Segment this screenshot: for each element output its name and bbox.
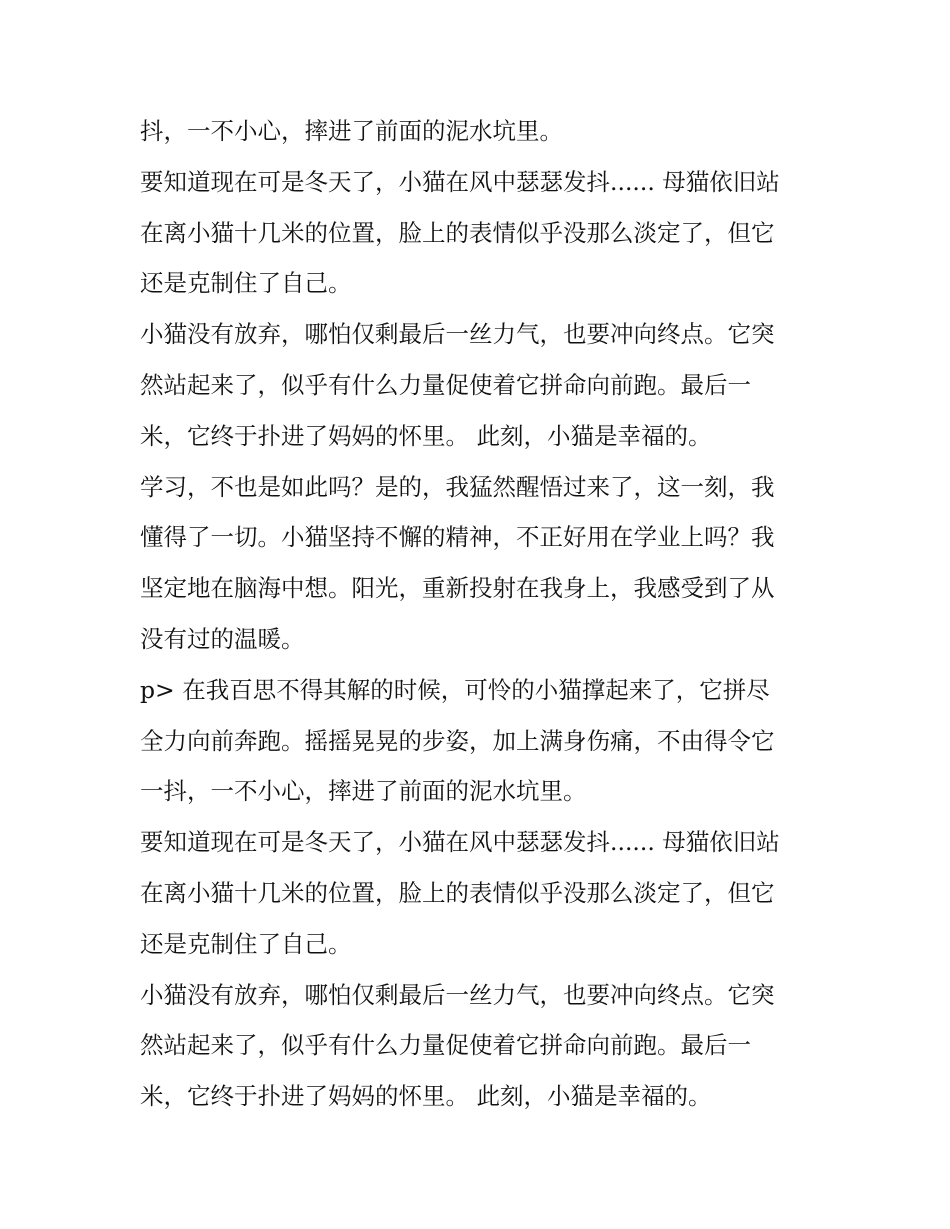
text-line: 没有过的温暖。	[140, 624, 305, 653]
text-line: 还是克制住了自己。	[140, 269, 352, 298]
text-line: 米，它终于扑进了妈妈的怀里。 此刻，小猫是幸福的。	[140, 1082, 712, 1111]
text-line: 小猫没有放弃，哪怕仅剩最后一丝力气，也要冲向终点。它突	[140, 320, 775, 349]
text-line: 懂得了一切。小猫坚持不懈的精神，不正好用在学业上吗？我	[140, 523, 775, 552]
text-line: 然站起来了，似乎有什么力量促使着它拼命向前跑。最后一	[140, 1031, 751, 1060]
text-line: 小猫没有放弃，哪怕仅剩最后一丝力气，也要冲向终点。它突	[140, 980, 775, 1009]
text-line: 在离小猫十几米的位置，脸上的表情似乎没那么淡定了，但它	[140, 218, 775, 247]
text-line: p> 在我百思不得其解的时候，可怜的小猫撑起来了，它拼尽	[140, 675, 770, 704]
text-line: 全力向前奔跑。摇摇晃晃的步姿，加上满身伤痛，不由得令它	[140, 726, 775, 755]
text-line: 学习，不也是如此吗？是的，我猛然醒悟过来了，这一刻，我	[140, 472, 775, 501]
text-line: 然站起来了，似乎有什么力量促使着它拼命向前跑。最后一	[140, 370, 751, 399]
text-line: 米，它终于扑进了妈妈的怀里。 此刻，小猫是幸福的。	[140, 421, 712, 450]
text-line: 在离小猫十几米的位置，脸上的表情似乎没那么淡定了，但它	[140, 878, 775, 907]
text-line: 还是克制住了自己。	[140, 929, 352, 958]
text-line: 抖，一不小心，摔进了前面的泥水坑里。	[140, 117, 563, 145]
body-text	[140, 106, 830, 1122]
text-line: 要知道现在可是冬天了，小猫在风中瑟瑟发抖...... 母猫依旧站	[140, 167, 780, 196]
text-line: 一抖，一不小心，摔进了前面的泥水坑里。	[140, 777, 587, 806]
text-line: 要知道现在可是冬天了，小猫在风中瑟瑟发抖...... 母猫依旧站	[140, 828, 780, 857]
text-line: 坚定地在脑海中想。阳光，重新投射在我身上，我感受到了从	[140, 574, 775, 603]
